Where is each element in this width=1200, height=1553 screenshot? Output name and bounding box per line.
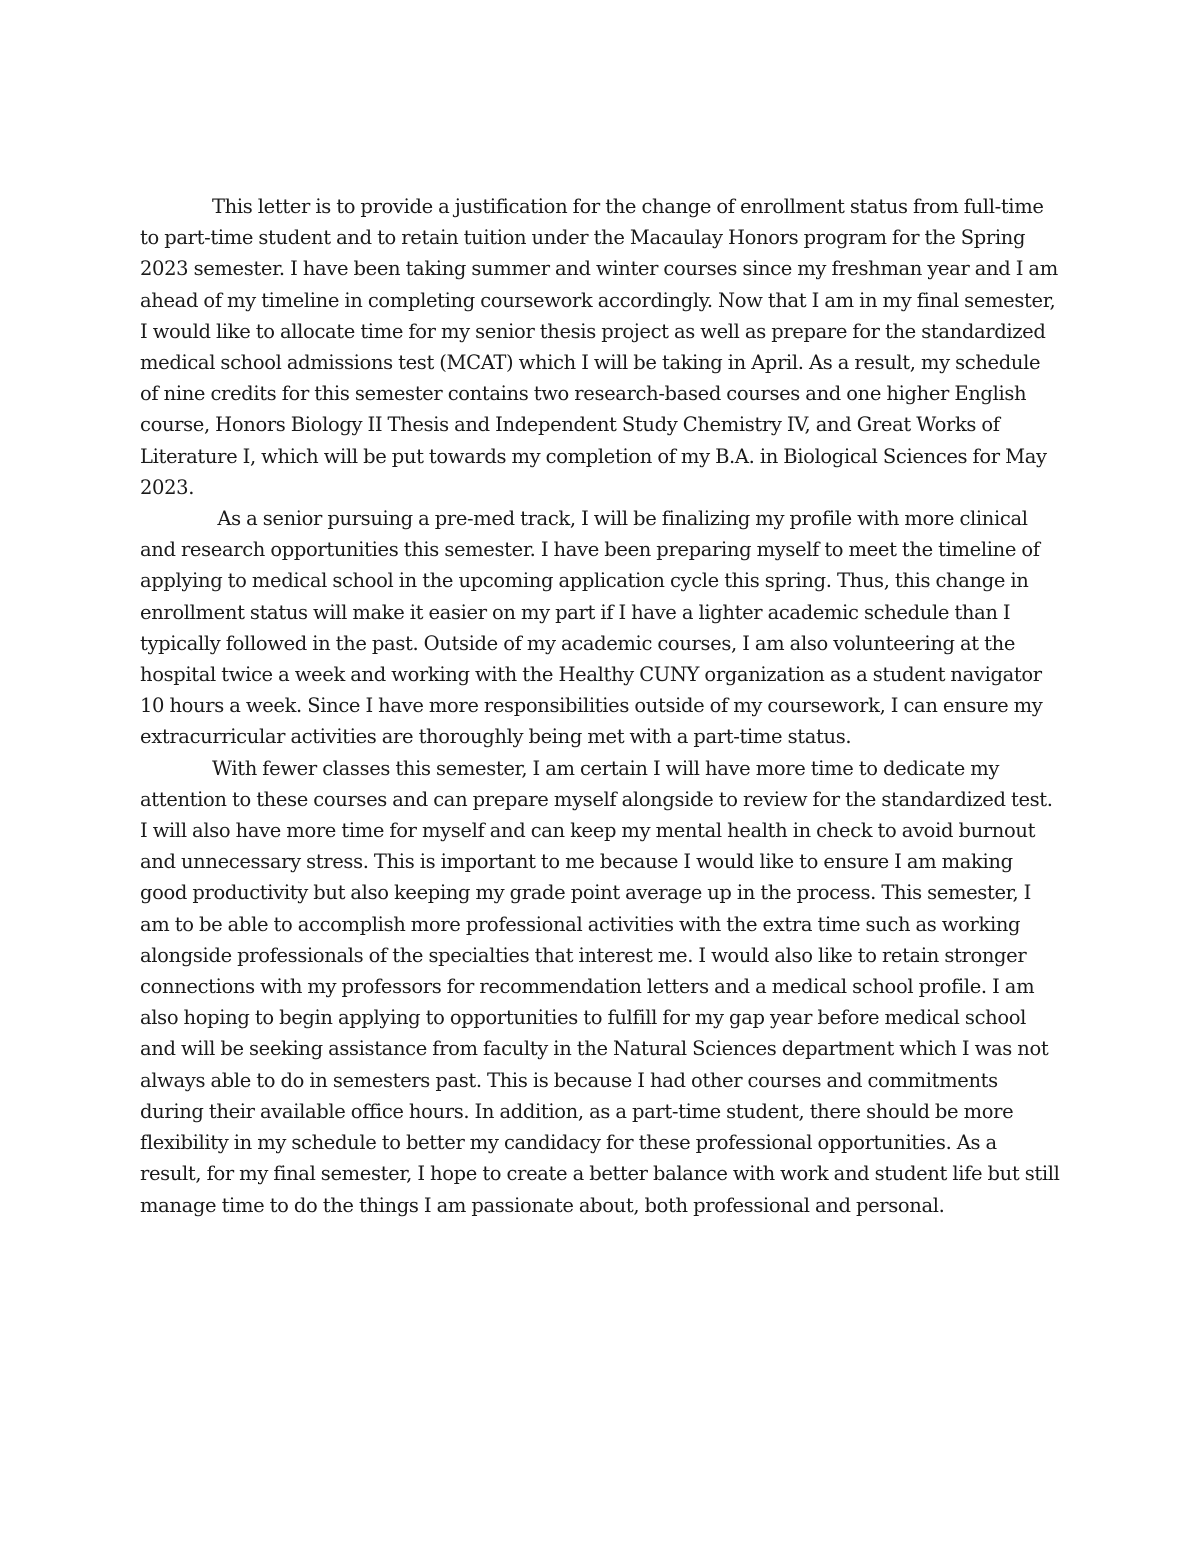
letter-body	[140, 191, 1060, 1221]
paragraph-1: This letter is to provide a justification for the change of enrollment status from full-time to part-time student and to retain tuition under the Macaulay Honors program for the Spring 2023 semester. I have been taking summer and winter courses since my freshman year and I am ahead of my timeline in completing coursework accordingly. Now that I am in my final semester, I would like to allocate time for my senior thesis project as well as prepare for the standardized medical school admissions test (MCAT) which I will be taking in April. As a result, my schedule of nine credits for this semester contains two research-based courses and one higher English course, Honors Biology II Thesis and Independent Study Chemistry IV, and Great Works of Literature I, which will be put towards my completion of my B.A. in Biological Sciences for May 2023.	[140, 195, 1058, 499]
paragraph-2: As a senior pursuing a pre-med track, I will be finalizing my profile with more clinical and research opportunities this semester. I have been preparing myself to meet the timeline of applying to medical school in the upcoming application cycle this spring. Thus, this change in enrollment status will make it easier on my part if I have a lighter academic schedule than I typically followed in the past. Outside of my academic courses, I am also volunteering at the hospital twice a week and working with the Healthy CUNY organization as a student navigator 10 hours a week. Since I have more responsibilities outside of my coursework, I can ensure my extracurricular activities are thoroughly being met with a part-time status.	[140, 507, 1048, 749]
paragraph-3: With fewer classes this semester, I am certain I will have more time to dedicate my attention to these courses and can prepare myself alongside to review for the standardized test. I will also have more time for myself and can keep my mental health in check to avoid burnout and unnecessary stress. This is important to me because I would like to ensure I am making good productivity but also keeping my grade point average up in the process. This semester, I am to be able to accomplish more professional activities with the extra time such as working alongside professionals of the specialties that interest me. I would also like to retain stronger connections with my professors for recommendation letters and a medical school profile. I am also hoping to begin applying to opportunities to fulfill for my gap year before medical school and will be seeking assistance from faculty in the Natural Sciences department which I was not always able to do in semesters past. This is because I had other courses and commitments during their available office hours. In addition, as a part-time student, there should be more flexibility in my schedule to better my candidacy for these professional opportunities. As a result, for my final semester, I hope to create a better balance with work and student life but still manage time to do the things I am passionate about, both professional and personal.	[140, 756, 1060, 1217]
